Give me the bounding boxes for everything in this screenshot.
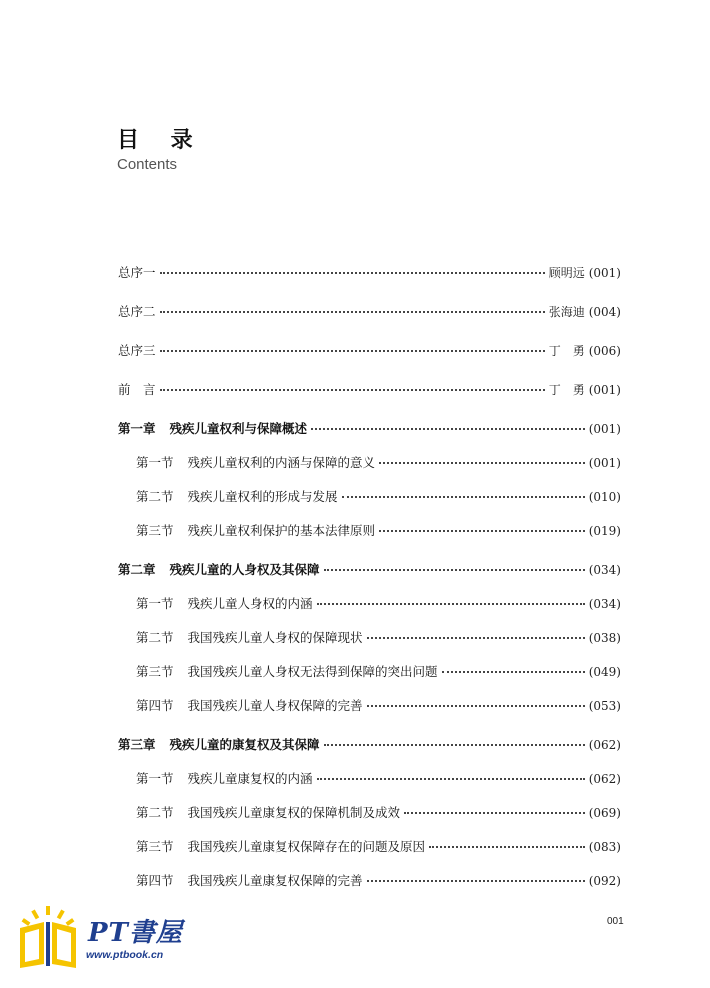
- toc-heading: [117, 128, 205, 174]
- chapter-number: 第三章: [118, 737, 156, 752]
- leader-dots: [160, 389, 545, 391]
- section-number: 第二节: [136, 630, 174, 645]
- section-title: 我国残疾儿童人身权保障的完善: [187, 698, 363, 713]
- section-title: 残疾儿童权利的形成与发展: [187, 489, 338, 504]
- watermark-url: www.ptbook.cn: [86, 949, 164, 961]
- leader-dots: [311, 428, 585, 430]
- toc-entry-page: (001): [588, 266, 621, 280]
- section-number: 第四节: [136, 873, 174, 888]
- toc-entry-page: (004): [588, 305, 621, 319]
- leader-dots: [379, 462, 585, 464]
- toc-entry-page: (049): [588, 665, 621, 679]
- toc-section-2-1[interactable]: [136, 594, 621, 614]
- toc-entry-page: (053): [588, 699, 621, 713]
- toc-entry-page: (001): [588, 422, 621, 436]
- page-number: 001: [607, 916, 624, 927]
- toc-entry-preface-1[interactable]: [118, 263, 621, 283]
- leader-dots: [342, 496, 585, 498]
- toc-chapter-2[interactable]: [118, 560, 621, 580]
- section-title: 我国残疾儿童康复权的保障机制及成效: [187, 805, 401, 820]
- toc-entry-page: (019): [588, 524, 621, 538]
- section-number: 第二节: [136, 489, 174, 504]
- section-title: 残疾儿童人身权的内涵: [187, 596, 313, 611]
- toc-entry-author: 顾明远: [548, 266, 585, 280]
- page-title: 目 录: [117, 128, 205, 153]
- toc-entry-page: (062): [588, 738, 621, 752]
- watermark-logo-text: PT書屋: [88, 918, 183, 948]
- chapter-number: 第一章: [118, 421, 156, 436]
- toc-section-1-2[interactable]: [136, 487, 621, 507]
- leader-dots: [324, 744, 585, 746]
- section-title: 残疾儿童权利保护的基本法律原则: [187, 523, 376, 538]
- toc-section-3-3[interactable]: [136, 837, 621, 857]
- section-title: 残疾儿童权利的内涵与保障的意义: [187, 455, 376, 470]
- watermark: [18, 906, 208, 970]
- toc-entry-page: (034): [588, 597, 621, 611]
- leader-dots: [404, 812, 585, 814]
- section-title: 我国残疾儿童康复权保障存在的问题及原因: [187, 839, 426, 854]
- section-number: 第二节: [136, 805, 174, 820]
- chapter-number: 第二章: [118, 562, 156, 577]
- section-number: 第四节: [136, 698, 174, 713]
- section-title: 残疾儿童康复权的内涵: [187, 771, 313, 786]
- toc-entry-page: (062): [588, 772, 621, 786]
- toc-entry-author: 丁 勇: [548, 344, 585, 358]
- leader-dots: [160, 350, 545, 352]
- chapter-title: 残疾儿童的人身权及其保障: [169, 562, 320, 577]
- toc-entry-author: 丁 勇: [548, 383, 585, 397]
- toc-entry-page: (001): [588, 383, 621, 397]
- toc-chapter-1[interactable]: [118, 419, 621, 439]
- toc-chapter-3[interactable]: [118, 735, 621, 755]
- toc-entry-label: 总序二: [118, 304, 156, 319]
- logo-ray: [22, 918, 31, 926]
- toc-section-2-2[interactable]: [136, 628, 621, 648]
- leader-dots: [367, 637, 585, 639]
- toc-entry-page: (034): [588, 563, 621, 577]
- toc-entry-page: (092): [588, 874, 621, 888]
- toc-section-3-4[interactable]: [136, 871, 621, 891]
- logo-ray: [46, 906, 50, 915]
- leader-dots: [160, 272, 545, 274]
- logo-ray: [31, 910, 39, 920]
- logo-ray: [66, 918, 75, 926]
- toc-entry-label: 总序三: [118, 343, 156, 358]
- leader-dots: [367, 880, 585, 882]
- toc-section-2-3[interactable]: [136, 662, 621, 682]
- toc-section-3-2[interactable]: [136, 803, 621, 823]
- section-number: 第一节: [136, 596, 174, 611]
- toc-section-2-4[interactable]: [136, 696, 621, 716]
- toc-entry-author: 张海迪: [548, 305, 585, 319]
- logo-page-right: [57, 929, 71, 962]
- toc-entry-label: 前 言: [118, 382, 156, 397]
- toc-entry-preface-3[interactable]: [118, 341, 621, 361]
- logo-page-left: [25, 929, 39, 962]
- leader-dots: [324, 569, 585, 571]
- chapter-title: 残疾儿童权利与保障概述: [169, 421, 308, 436]
- section-number: 第一节: [136, 771, 174, 786]
- book-logo-icon: [18, 906, 80, 968]
- toc-section-1-3[interactable]: [136, 521, 621, 541]
- section-number: 第三节: [136, 523, 174, 538]
- toc-entry-page: (038): [588, 631, 621, 645]
- toc-entry-page: (010): [588, 490, 621, 504]
- chapter-title: 残疾儿童的康复权及其保障: [169, 737, 320, 752]
- section-number: 第三节: [136, 664, 174, 679]
- toc-entry-label: 总序一: [118, 265, 156, 280]
- section-title: 我国残疾儿童康复权保障的完善: [187, 873, 363, 888]
- toc-entry-page: (006): [588, 344, 621, 358]
- toc-entry-foreword[interactable]: [118, 380, 621, 400]
- page-subtitle: Contents: [117, 156, 178, 173]
- section-number: 第一节: [136, 455, 174, 470]
- section-title: 我国残疾儿童人身权无法得到保障的突出问题: [187, 664, 438, 679]
- leader-dots: [429, 846, 585, 848]
- toc-entry-page: (083): [588, 840, 621, 854]
- leader-dots: [317, 603, 585, 605]
- leader-dots: [367, 705, 585, 707]
- toc-section-3-1[interactable]: [136, 769, 621, 789]
- leader-dots: [442, 671, 585, 673]
- leader-dots: [160, 311, 545, 313]
- logo-spine: [46, 922, 50, 966]
- logo-ray: [57, 910, 65, 920]
- toc-entry-preface-2[interactable]: [118, 302, 621, 322]
- toc-entry-page: (069): [588, 806, 621, 820]
- toc-entry-page: (001): [588, 456, 621, 470]
- leader-dots: [379, 530, 585, 532]
- toc-section-1-1[interactable]: [136, 453, 621, 473]
- section-title: 我国残疾儿童人身权的保障现状: [187, 630, 363, 645]
- leader-dots: [317, 778, 585, 780]
- section-number: 第三节: [136, 839, 174, 854]
